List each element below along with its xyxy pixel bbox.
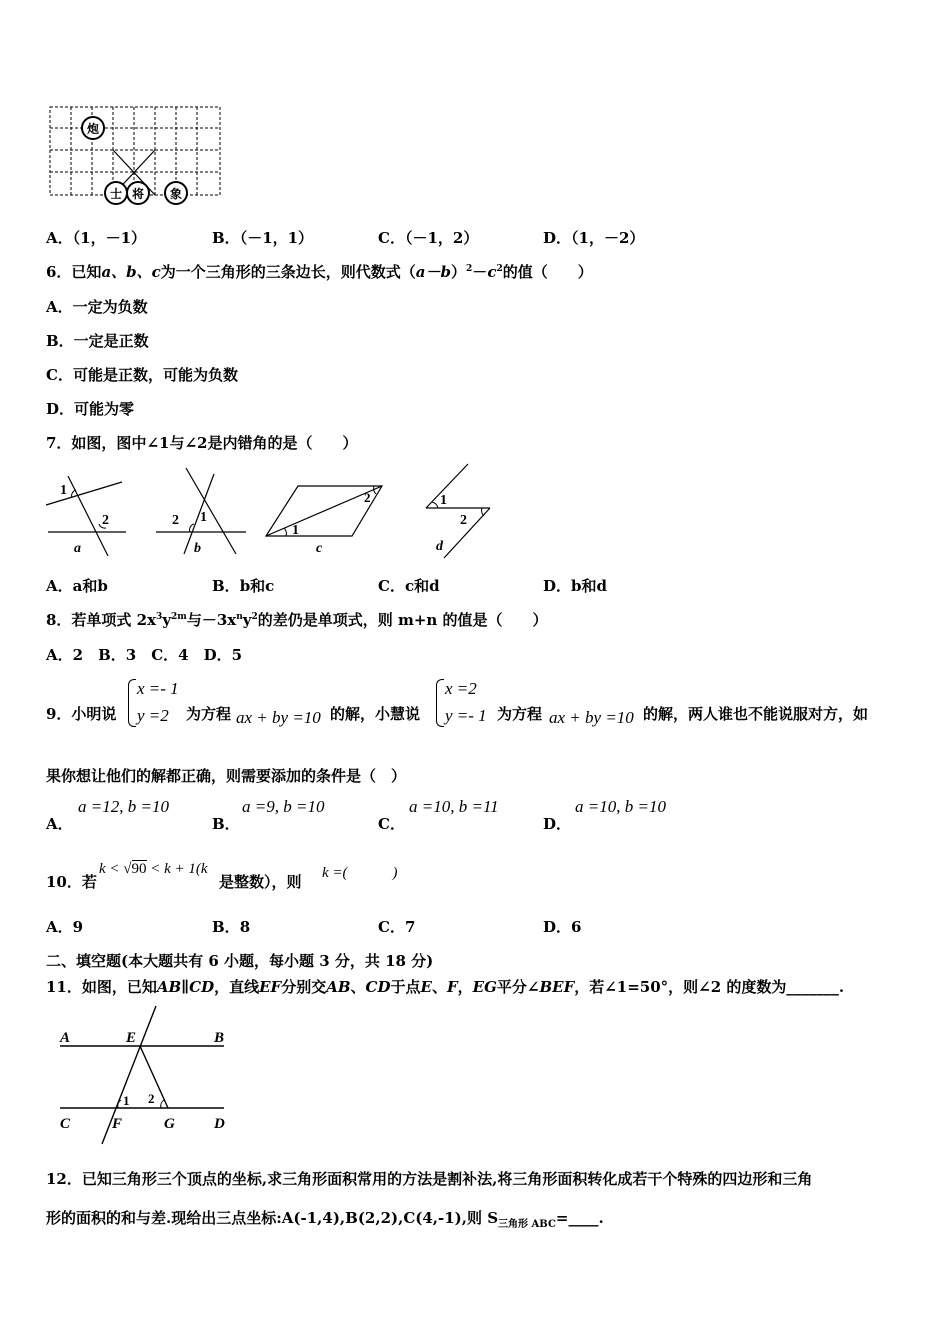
q10-option-a[interactable]: A．9 xyxy=(46,918,84,936)
svg-text:D: D xyxy=(214,1116,225,1132)
q10-option-d[interactable]: D．6 xyxy=(543,918,582,936)
q9-option-a-value: a =12, b =10 xyxy=(78,797,169,816)
q11-stem: 11．如图，已知AB∥CD，直线EF分别交AB、CD于点E、F，EG平分∠BEF，若∠1=50°，则∠2 的度数为_______. xyxy=(46,978,845,996)
q9-text-4: 的解，两人谁也不能说服对方，如 xyxy=(643,705,869,723)
svg-text:士: 士 xyxy=(109,187,123,201)
q7-figure-b xyxy=(154,466,248,560)
svg-text:c: c xyxy=(316,541,323,556)
q9-option-a[interactable]: A． xyxy=(46,815,73,833)
q5-option-b[interactable] xyxy=(212,227,313,248)
q11-figure xyxy=(56,1004,236,1146)
q10-option-c[interactable]: C．7 xyxy=(378,918,416,936)
svg-text:a: a xyxy=(74,541,81,556)
chess-piece-shi xyxy=(105,182,127,204)
svg-text:1: 1 xyxy=(200,510,207,525)
option-text: （1，－2） xyxy=(571,229,645,247)
svg-text:1: 1 xyxy=(292,523,299,538)
svg-text:将: 将 xyxy=(131,187,145,201)
svg-text:B: B xyxy=(214,1030,225,1046)
q9-line-2: 果你想让他们的解都正确，则需要添加的条件是（ ） xyxy=(46,767,407,785)
svg-text:E: E xyxy=(126,1030,137,1046)
option-text: （－1，2） xyxy=(404,229,479,247)
q7-option-c[interactable]: C．c和d xyxy=(378,577,440,595)
q9-system2-brace xyxy=(436,679,444,727)
q10-text: 是整数），则 xyxy=(219,873,302,891)
q7-stem: 7．如图，图中∠1与∠2是内错角的是（ ） xyxy=(46,434,358,452)
q9-option-d-value: a =10, b =10 xyxy=(575,797,666,816)
svg-text:2: 2 xyxy=(172,513,179,528)
q12-line-2: 形的面积的和与差.现给出三点坐标:A(-1,4),B(2,2),C(4,-1),则 $S_{三角形 ABC}=\_\_\_\_$. xyxy=(46,1209,604,1230)
q9-option-b[interactable]: B． xyxy=(212,815,240,833)
svg-text:2: 2 xyxy=(102,513,109,528)
q9-equation-2: ax + by =10 xyxy=(549,708,634,727)
q9-system2-bottom: y =- 1 xyxy=(445,706,487,725)
q9-option-d[interactable]: D． xyxy=(543,815,572,833)
sqrt-symbol: √ xyxy=(123,861,132,877)
q7-figure-d xyxy=(420,460,496,560)
q9-option-c-value: a =10, b =11 xyxy=(409,797,499,816)
q7-option-a[interactable]: A．a和b xyxy=(46,577,108,595)
q7-option-d[interactable]: D．b和d xyxy=(543,577,607,595)
q6-option-b[interactable]: B．一定是正数 xyxy=(46,332,149,350)
svg-text:2: 2 xyxy=(364,490,371,505)
svg-text:炮: 炮 xyxy=(86,122,100,136)
q6-stem: 6．已知a、b、c为一个三角形的三条边长，则代数式$(a-b)^2-c^2$的值（ ） xyxy=(46,263,593,281)
q9-text-3: 为方程 xyxy=(497,705,543,723)
q9-option-b-value: a =9, b =10 xyxy=(242,797,325,816)
q5-option-a[interactable] xyxy=(46,227,146,248)
svg-text:d: d xyxy=(436,539,443,554)
q9-text-1: 为方程 xyxy=(186,705,232,723)
option-text: （－1，1） xyxy=(239,229,314,247)
svg-text:1: 1 xyxy=(60,483,67,498)
svg-text:象: 象 xyxy=(169,187,183,201)
chess-piece-jiang xyxy=(127,182,149,204)
q10-option-b[interactable]: B．8 xyxy=(212,918,251,936)
q12-line-1: 12．已知三角形三个顶点的坐标,求三角形面积常用的方法是割补法,将三角形面积转化成若干个特殊的四边形和三角 xyxy=(46,1170,813,1188)
q10-number: 10．若 xyxy=(46,873,97,891)
option-letter: C． xyxy=(378,229,405,247)
svg-text:2: 2 xyxy=(460,513,467,528)
q9-system1-brace xyxy=(128,679,136,727)
q10-inequality: k < √90 < k + 1(k xyxy=(99,861,208,877)
q6-option-d[interactable]: D．可能为零 xyxy=(46,400,135,418)
q5-option-d[interactable] xyxy=(543,227,644,248)
option-letter: D． xyxy=(543,229,572,247)
q7-option-b[interactable]: B．b和c xyxy=(212,577,275,595)
q9-system1-bottom: y =2 xyxy=(137,706,169,725)
option-letter: A． xyxy=(46,229,73,247)
q9-number: 9．小明说 xyxy=(46,705,117,723)
q6-option-a[interactable]: A．一定为负数 xyxy=(46,298,148,316)
svg-text:G: G xyxy=(164,1116,175,1132)
q9-equation-1: ax + by =10 xyxy=(236,708,321,727)
q8-options[interactable]: A．2 B．3 C．4 D．5 xyxy=(46,646,243,664)
svg-text:1: 1 xyxy=(440,493,447,508)
q6-option-c[interactable]: C．可能是正数，可能为负数 xyxy=(46,366,238,384)
svg-text:1: 1 xyxy=(123,1093,130,1108)
section-2-title: 二、填空题(本大题共有 6 小题，每小题 3 分，共 18 分) xyxy=(46,952,434,970)
svg-text:A: A xyxy=(60,1030,71,1046)
q10-answer: k =( ) xyxy=(322,865,398,881)
q5-option-c[interactable] xyxy=(378,227,478,248)
svg-text:C: C xyxy=(60,1116,71,1132)
option-letter: B． xyxy=(212,229,240,247)
chess-board-figure xyxy=(46,104,226,206)
q8-stem: 8．若单项式 $2x^3y^{2m}$与$-3x^ny^2$的差仍是单项式，则 m+n 的值是（ ） xyxy=(46,611,548,629)
q7-figure-a xyxy=(44,472,130,560)
q9-system2-top: x =2 xyxy=(445,679,477,698)
q9-system1-top: x =- 1 xyxy=(137,679,179,698)
chess-piece-xiang xyxy=(165,182,187,204)
chess-piece-pao xyxy=(82,117,104,139)
option-text: （1，－1） xyxy=(72,229,147,247)
svg-text:b: b xyxy=(194,541,201,556)
q9-text-2: 的解，小慧说 xyxy=(330,705,421,723)
svg-text:F: F xyxy=(112,1116,123,1132)
svg-text:2: 2 xyxy=(148,1091,155,1106)
q9-option-c[interactable]: C． xyxy=(378,815,405,833)
q7-figure-c xyxy=(264,482,388,558)
